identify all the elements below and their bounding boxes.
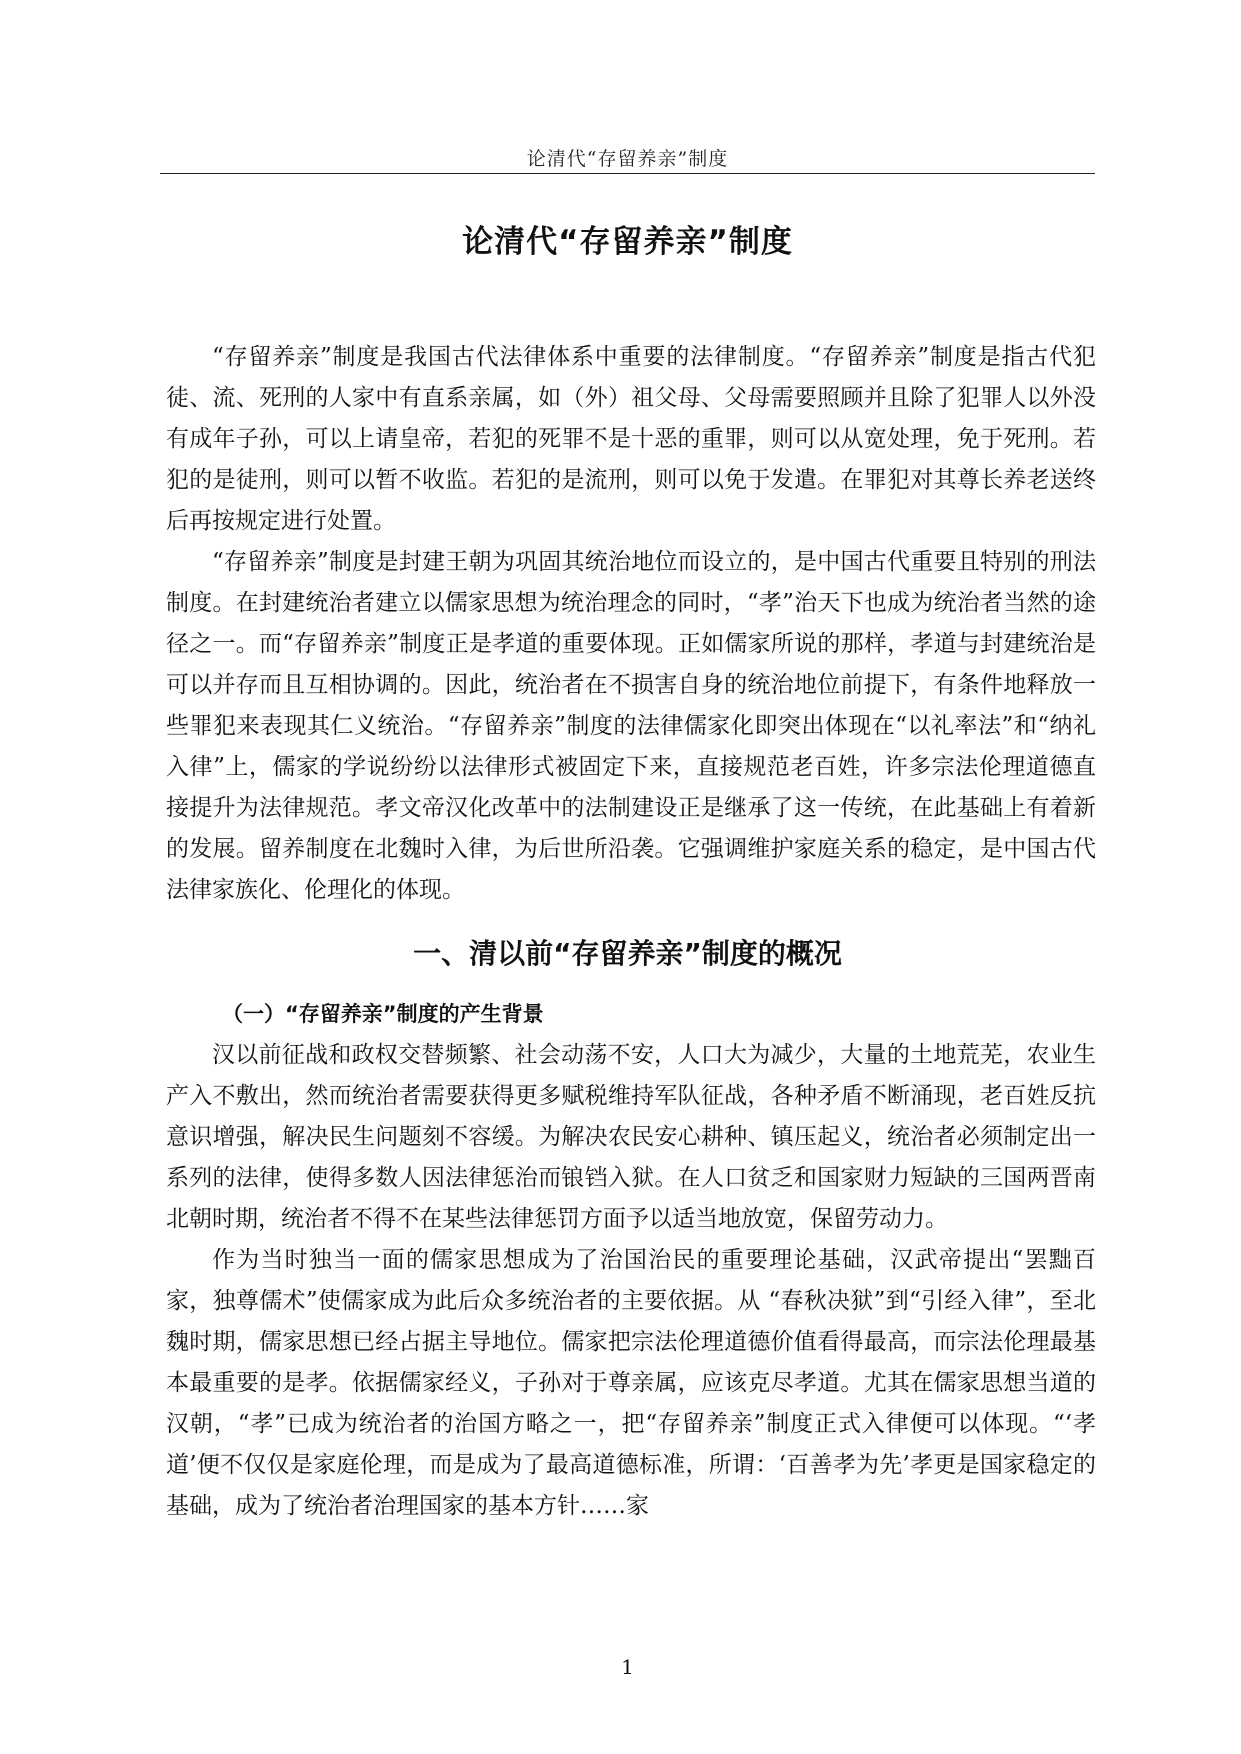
intro-section xyxy=(166,337,1096,911)
running-header: 论清代“存留养亲”制度 xyxy=(526,148,729,170)
intro-paragraph-2: “存留养亲”制度是封建王朝为巩固其统治地位而设立的，是中国古代重要且特别的刑法制度。在封建统治者建立以儒家思想为统治理念的同时，“孝”治天下也成为统治者当然的途径之一。而“存留养亲”制度正是孝道的重要体现。正如儒家所说的那样，孝道与封建统治是可以并存而且互相协调的。因此，统治者在不损害自身的统治地位前提下，有条件地释放一些罪犯来表现其仁义统治。“存留养亲”制度的法律儒家化即突出体现在“以礼率法”和“纳礼入律”上，儒家的学说纷纷以法律形式被固定下来，直接规范老百姓，许多宗法伦理道德直接提升为法律规范。孝文帝汉化改革中的法制建设正是继承了这一传统，在此基础上有着新的发展。留养制度在北魏时入律，为后世所沿袭。它强调维护家庭关系的稳定，是中国古代法律家族化、伦理化的体现。 xyxy=(166,549,1096,903)
body-paragraph-2: 作为当时独当一面的儒家思想成为了治国治民的重要理论基础，汉武帝提出“罢黜百家，独尊儒术”使儒家成为此后众多统治者的主要依据。从 “春秋决狱”到“引经入律”，至北魏时期，儒家思想已经占据主导地位。儒家把宗法伦理道德价值看得最高，而宗法伦理最基本最重要的是孝。依据儒家经义，子孙对于尊亲属，应该克尽孝道。尤其在儒家思想当道的汉朝，“孝”已成为统治者的治国方略之一，把“存留养亲”制度正式入律便可以体现。“‘孝道’便不仅仅是家庭伦理，而是成为了最高道德标准，所谓：‘百善孝为先’孝更是国家稳定的基础，成为了统治者治理国家的基本方针……家 xyxy=(166,1247,1096,1519)
body-paragraph-1: 汉以前征战和政权交替频繁、社会动荡不安，人口大为减少，大量的土地荒芜，农业生产入不敷出，然而统治者需要获得更多赋税维持军队征战，各种矛盾不断涌现，老百姓反抗意识增强，解决民生问题刻不容缓。为解决农民安心耕种、镇压起义，统治者必须制定出一系列的法律，使得多数人因法律惩治而锒铛入狱。在人口贫乏和国家财力短缺的三国两晋南北朝时期，统治者不得不在某些法律惩罚方面予以适当地放宽，保留劳动力。 xyxy=(166,1042,1096,1232)
intro-paragraph-1: “存留养亲”制度是我国古代法律体系中重要的法律制度。“存留养亲”制度是指古代犯徒、流、死刑的人家中有直系亲属，如（外）祖父母、父母需要照顾并且除了犯罪人以外没有成年子孙，可以上请皇帝，若犯的死罪不是十恶的重罪，则可以从宽处理，免于死刑。若犯的是徒刑，则可以暂不收监。若犯的是流刑，则可以免于发遣。在罪犯对其尊长养老送终后再按规定进行处置。 xyxy=(166,344,1096,534)
page-number: 1 xyxy=(621,1655,634,1679)
section-heading: 一、清以前“存留养亲”制度的概况 xyxy=(413,937,842,970)
subsection-heading: （一）“存留养亲”制度的产生背景 xyxy=(222,1002,544,1026)
header-divider xyxy=(160,173,1095,174)
document-title: 论清代“存留养亲”制度 xyxy=(462,224,793,260)
subsection-body xyxy=(166,1035,1096,1527)
